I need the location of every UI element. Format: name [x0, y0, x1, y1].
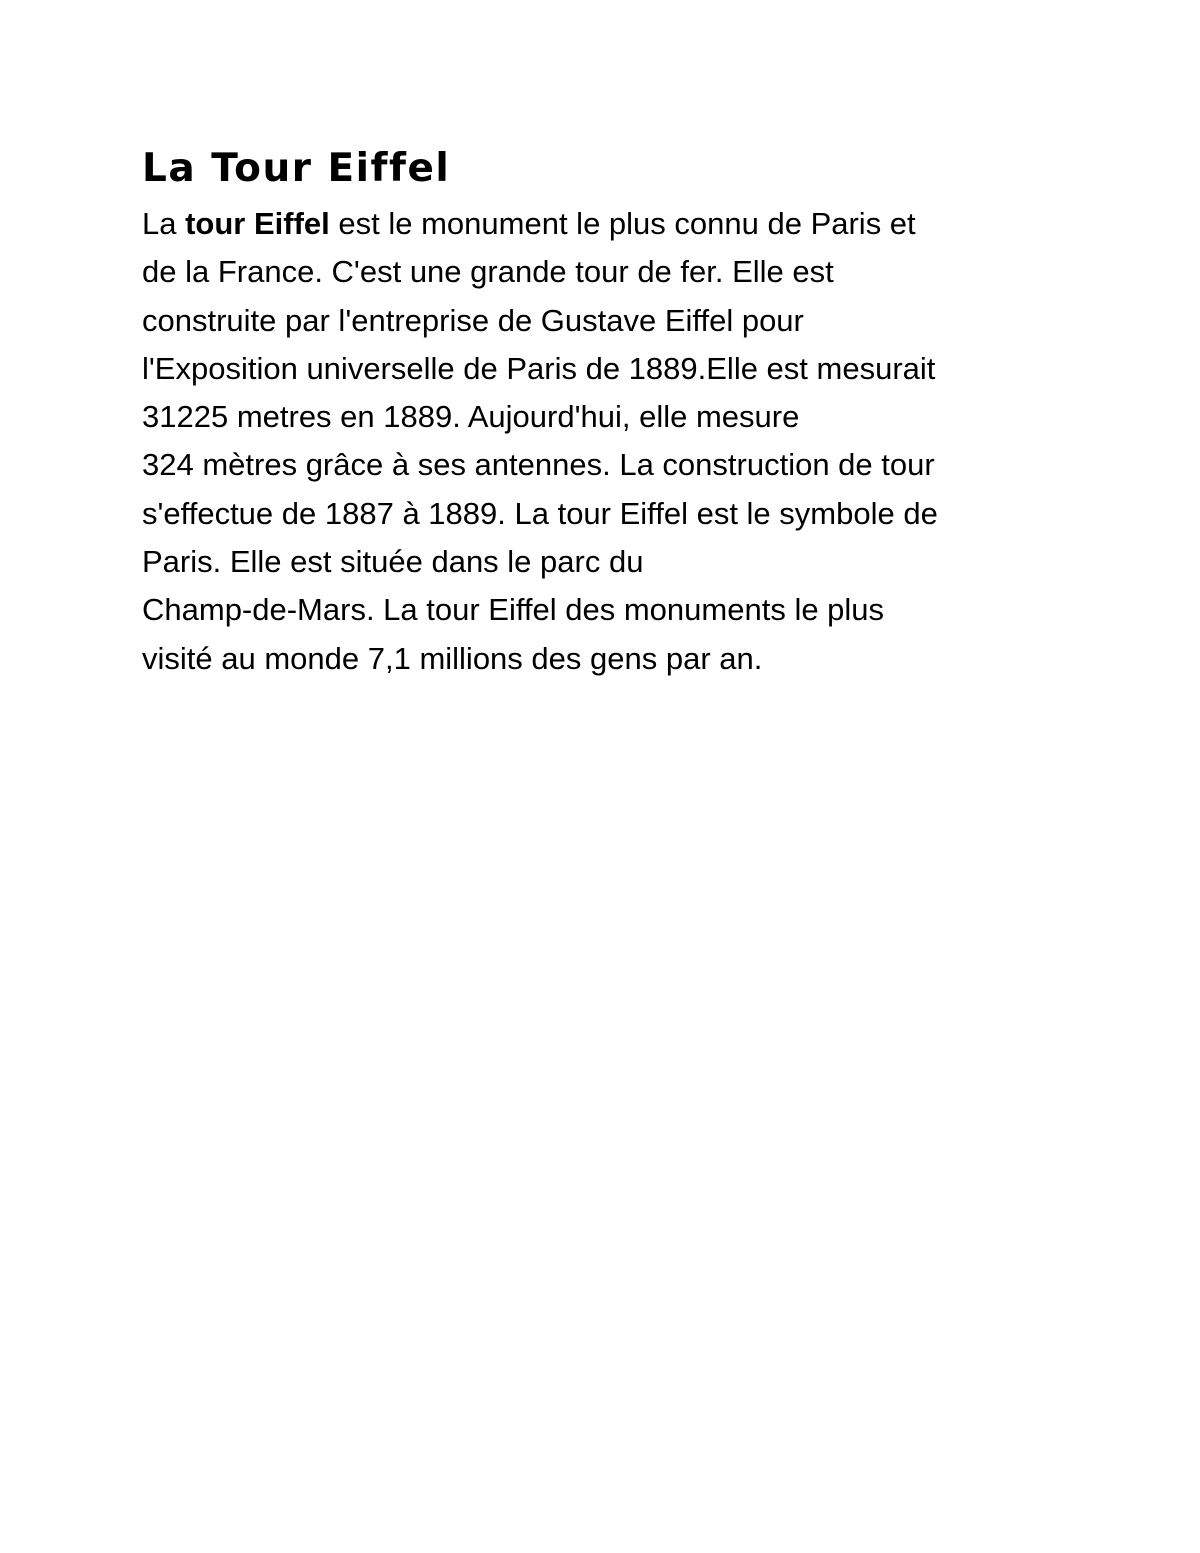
paragraph-line: 324 mètres grâce à ses antennes. La construction de tour	[142, 447, 935, 483]
paragraph-line: construite par l'entreprise de Gustave Eiffel pour	[142, 302, 804, 338]
line-text: est le monument le plus connu de Paris et	[329, 206, 916, 241]
paragraph-line: de la France. C'est une grande tour de fer. Elle est	[142, 254, 834, 290]
body-paragraph	[142, 200, 1082, 683]
paragraph-line: l'Exposition universelle de Paris de 1889.Elle est mesurait	[142, 350, 936, 386]
bold-term: tour Eiffel	[185, 206, 330, 241]
line-text: La	[142, 206, 186, 241]
paragraph-line	[142, 200, 1082, 248]
paragraph-line: Paris. Elle est située dans le parc du	[142, 544, 644, 580]
paragraph-line: 31225 metres en 1889. Aujourd'hui, elle mesure	[142, 399, 800, 435]
paragraph-line: Champ-de-Mars. La tour Eiffel des monuments le plus	[142, 592, 885, 628]
document-title: La Tour Eiffel	[142, 146, 451, 191]
paragraph-line: s'effectue de 1887 à 1889. La tour Eiffel est le symbole de	[142, 495, 938, 531]
paragraph-line: visité au monde 7,1 millions des gens par an.	[142, 640, 763, 676]
